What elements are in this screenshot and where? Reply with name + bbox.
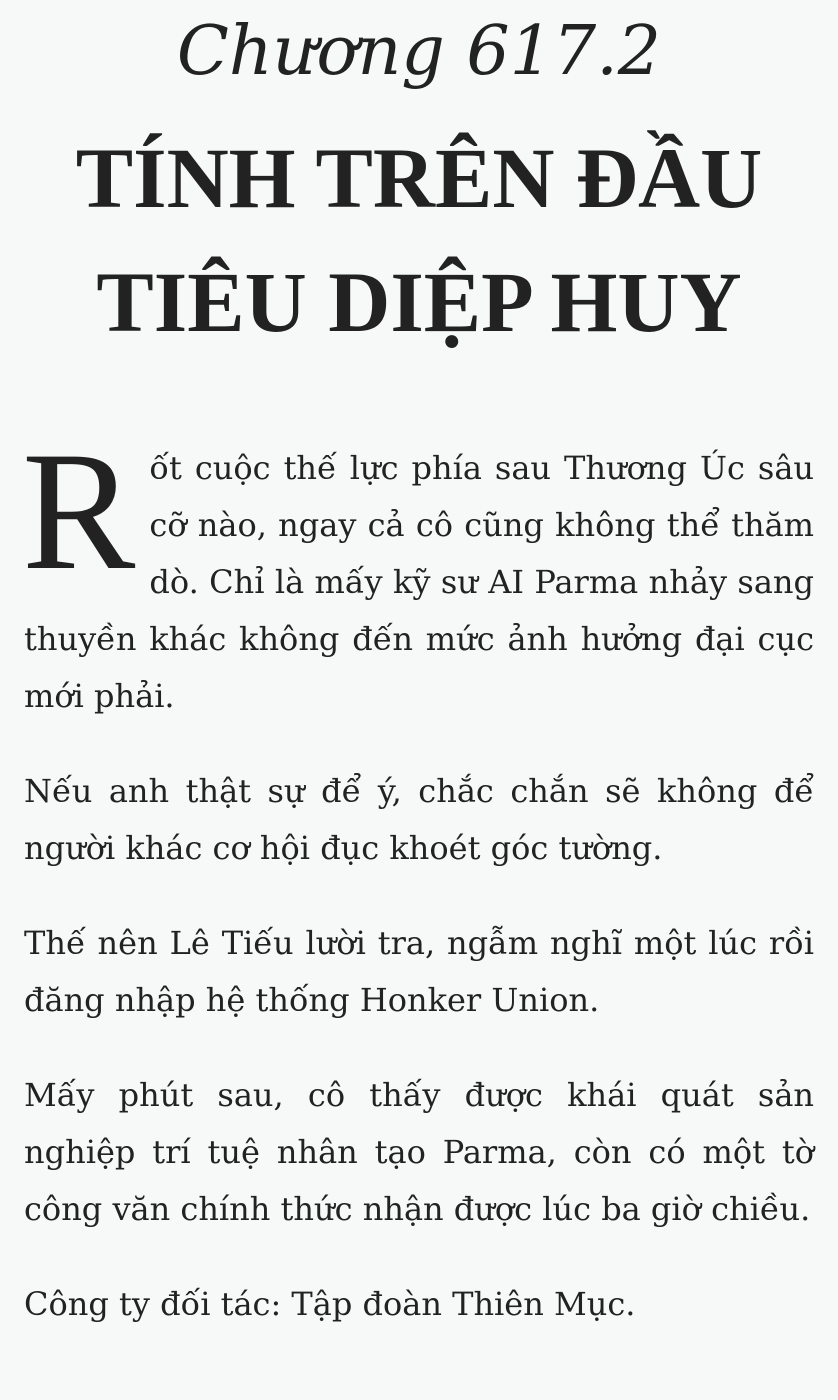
paragraph-5: Công ty đối tác: Tập đoàn Thiên Mục. [24,1285,636,1323]
paragraph-3: Thế nên Lê Tiếu lười tra, ngẫm nghĩ một lúc rồi đăng nhập hệ thống Honker Union. [24,924,814,1019]
paragraph-4: Mấy phút sau, cô thấy được khái quát sản nghiệp trí tuệ nhân tạo Parma, còn có một tờ công văn chính thức nhận được lúc ba giờ chiều. [24,1076,814,1228]
paragraph-1-text: ốt cuộc thế lực phía sau Thương Úc sâu cỡ nào, ngay cả cô cũng không thể thăm dò. Chỉ là mấy kỹ sư AI Parma nhảy sang thuyền khác không đến mức ảnh hưởng đại cục mới phải. [24,449,814,715]
chapter-body [22,417,814,1333]
chapter-title-line-1: TÍNH TRÊN ĐẦU [75,130,763,226]
chapter-title [24,116,814,364]
chapter-title-line-2: TIÊU DIỆP HUY [96,254,742,350]
drop-cap: R [22,417,136,605]
paragraph-2: Nếu anh thật sự để ý, chắc chắn sẽ không để người khác cơ hội đục khoét góc tường. [24,772,814,867]
chapter-number: Chương 617.2 [176,12,662,91]
paragraph-1 [22,417,814,725]
